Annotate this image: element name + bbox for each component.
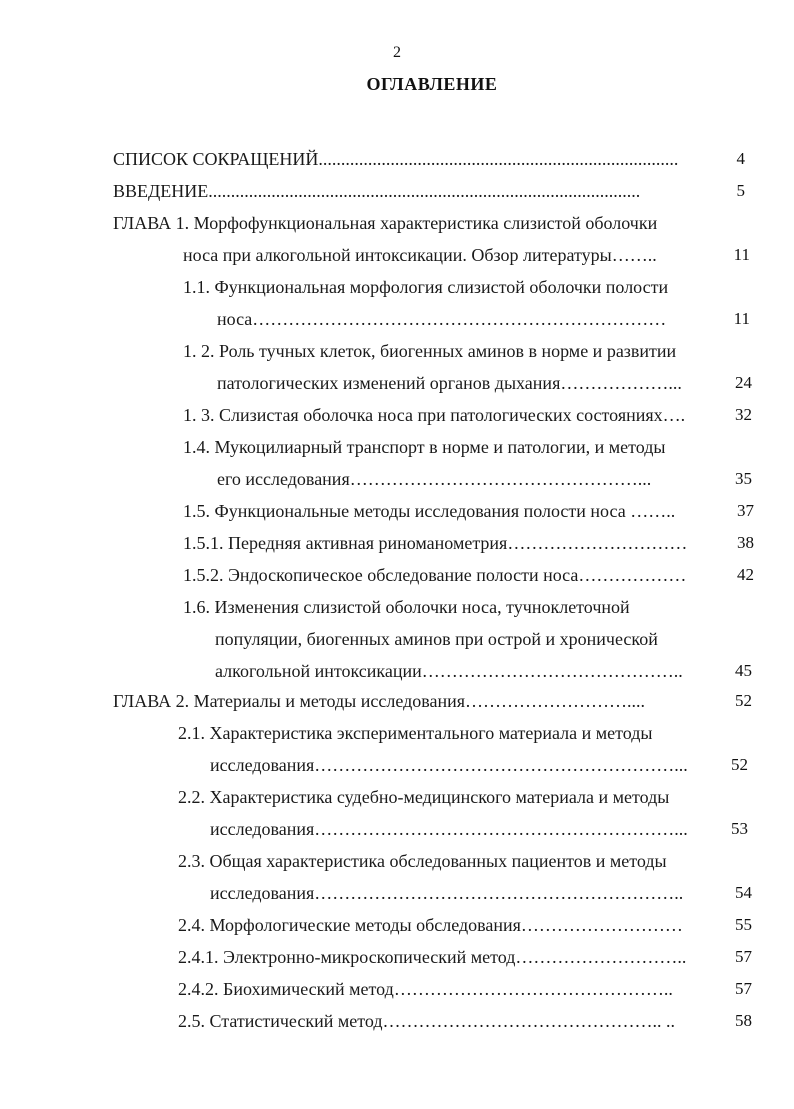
toc-page: 57	[735, 979, 752, 998]
toc-line: СПИСОК СОКРАЩЕНИЙ................................................................................	[113, 149, 679, 169]
toc-page: 57	[735, 947, 752, 966]
toc-line: 1.1. Функциональная морфология слизистой оболочки полости	[183, 277, 669, 297]
toc-line: 2.5. Статистический метод……………………………………….. ..	[178, 1011, 676, 1031]
toc-line: носа……………………………………………………………	[217, 309, 667, 329]
toc-page: 24	[735, 373, 752, 392]
toc-page: 45	[735, 661, 752, 680]
toc-page: 52	[735, 691, 752, 710]
toc-line: носа при алкогольной интоксикации. Обзор литературы……..	[183, 245, 657, 265]
toc-page: 42	[737, 565, 754, 584]
toc-page: 11	[733, 309, 750, 328]
toc-line: 1.5. Функциональные методы исследования полости носа ……..	[183, 501, 676, 521]
toc-page: 11	[733, 245, 750, 264]
toc-page: 35	[735, 469, 752, 488]
toc-line: его исследования…………………………………………...	[217, 469, 652, 489]
toc-line: исследования……………………………………………………..	[210, 883, 684, 903]
toc-page: 54	[735, 883, 752, 902]
toc-line: 1.5.2. Эндоскопическое обследование полости носа………………	[183, 565, 687, 585]
toc-line: 1. 2. Роль тучных клеток, биогенных аминов в норме и развитии	[183, 341, 677, 361]
toc-line: популяции, биогенных аминов при острой и хронической	[215, 629, 658, 649]
page-number: 2	[393, 44, 401, 61]
toc-line: 2.3. Общая характеристика обследованных пациентов и методы	[178, 851, 667, 871]
toc-page: 32	[735, 405, 752, 424]
toc-page: 52	[731, 755, 748, 774]
toc-line: исследования……………………………………………………...	[210, 755, 688, 775]
toc-line: 1.4. Мукоцилиарный транспорт в норме и патологии, и методы	[183, 437, 666, 457]
toc-line: 1.6. Изменения слизистой оболочки носа, тучноклеточной	[183, 597, 630, 617]
toc-line: 2.4.1. Электронно-микроскопический метод………………………..	[178, 947, 687, 967]
toc-line: патологических изменений органов дыхания………………...	[217, 373, 682, 393]
toc-line: ГЛАВА 1. Морфофункциональная характеристика слизистой оболочки	[113, 213, 658, 233]
toc-line: 2.4. Морфологические методы обследования………………………	[178, 915, 683, 935]
toc-line: 2.4.2. Биохимический метод………………………………………..	[178, 979, 673, 999]
toc-page: 4	[736, 149, 745, 168]
toc-line: 1. 3. Слизистая оболочка носа при патологических состояниях….	[183, 405, 686, 425]
toc-line: ВВЕДЕНИЕ................................................................................................	[113, 181, 641, 201]
toc-line: 2.1. Характеристика экспериментального материала и методы	[178, 723, 653, 743]
toc-page: 5	[736, 181, 745, 200]
toc-line: алкогольной интоксикации……………………………………..	[215, 661, 683, 681]
toc-page: 53	[731, 819, 748, 838]
toc-line: исследования……………………………………………………...	[210, 819, 688, 839]
toc-line: 2.2. Характеристика судебно-медицинского материала и методы	[178, 787, 670, 807]
page-title: ОГЛАВЛЕНИЕ	[366, 74, 498, 94]
toc-line: ГЛАВА 2. Материалы и методы исследования………………………....	[113, 691, 646, 711]
toc-page: 37	[737, 501, 754, 520]
toc-line: 1.5.1. Передняя активная риноманометрия…………………………	[183, 533, 688, 553]
toc-page: 38	[737, 533, 754, 552]
toc-page: 55	[735, 915, 752, 934]
toc-page: 58	[735, 1011, 752, 1030]
